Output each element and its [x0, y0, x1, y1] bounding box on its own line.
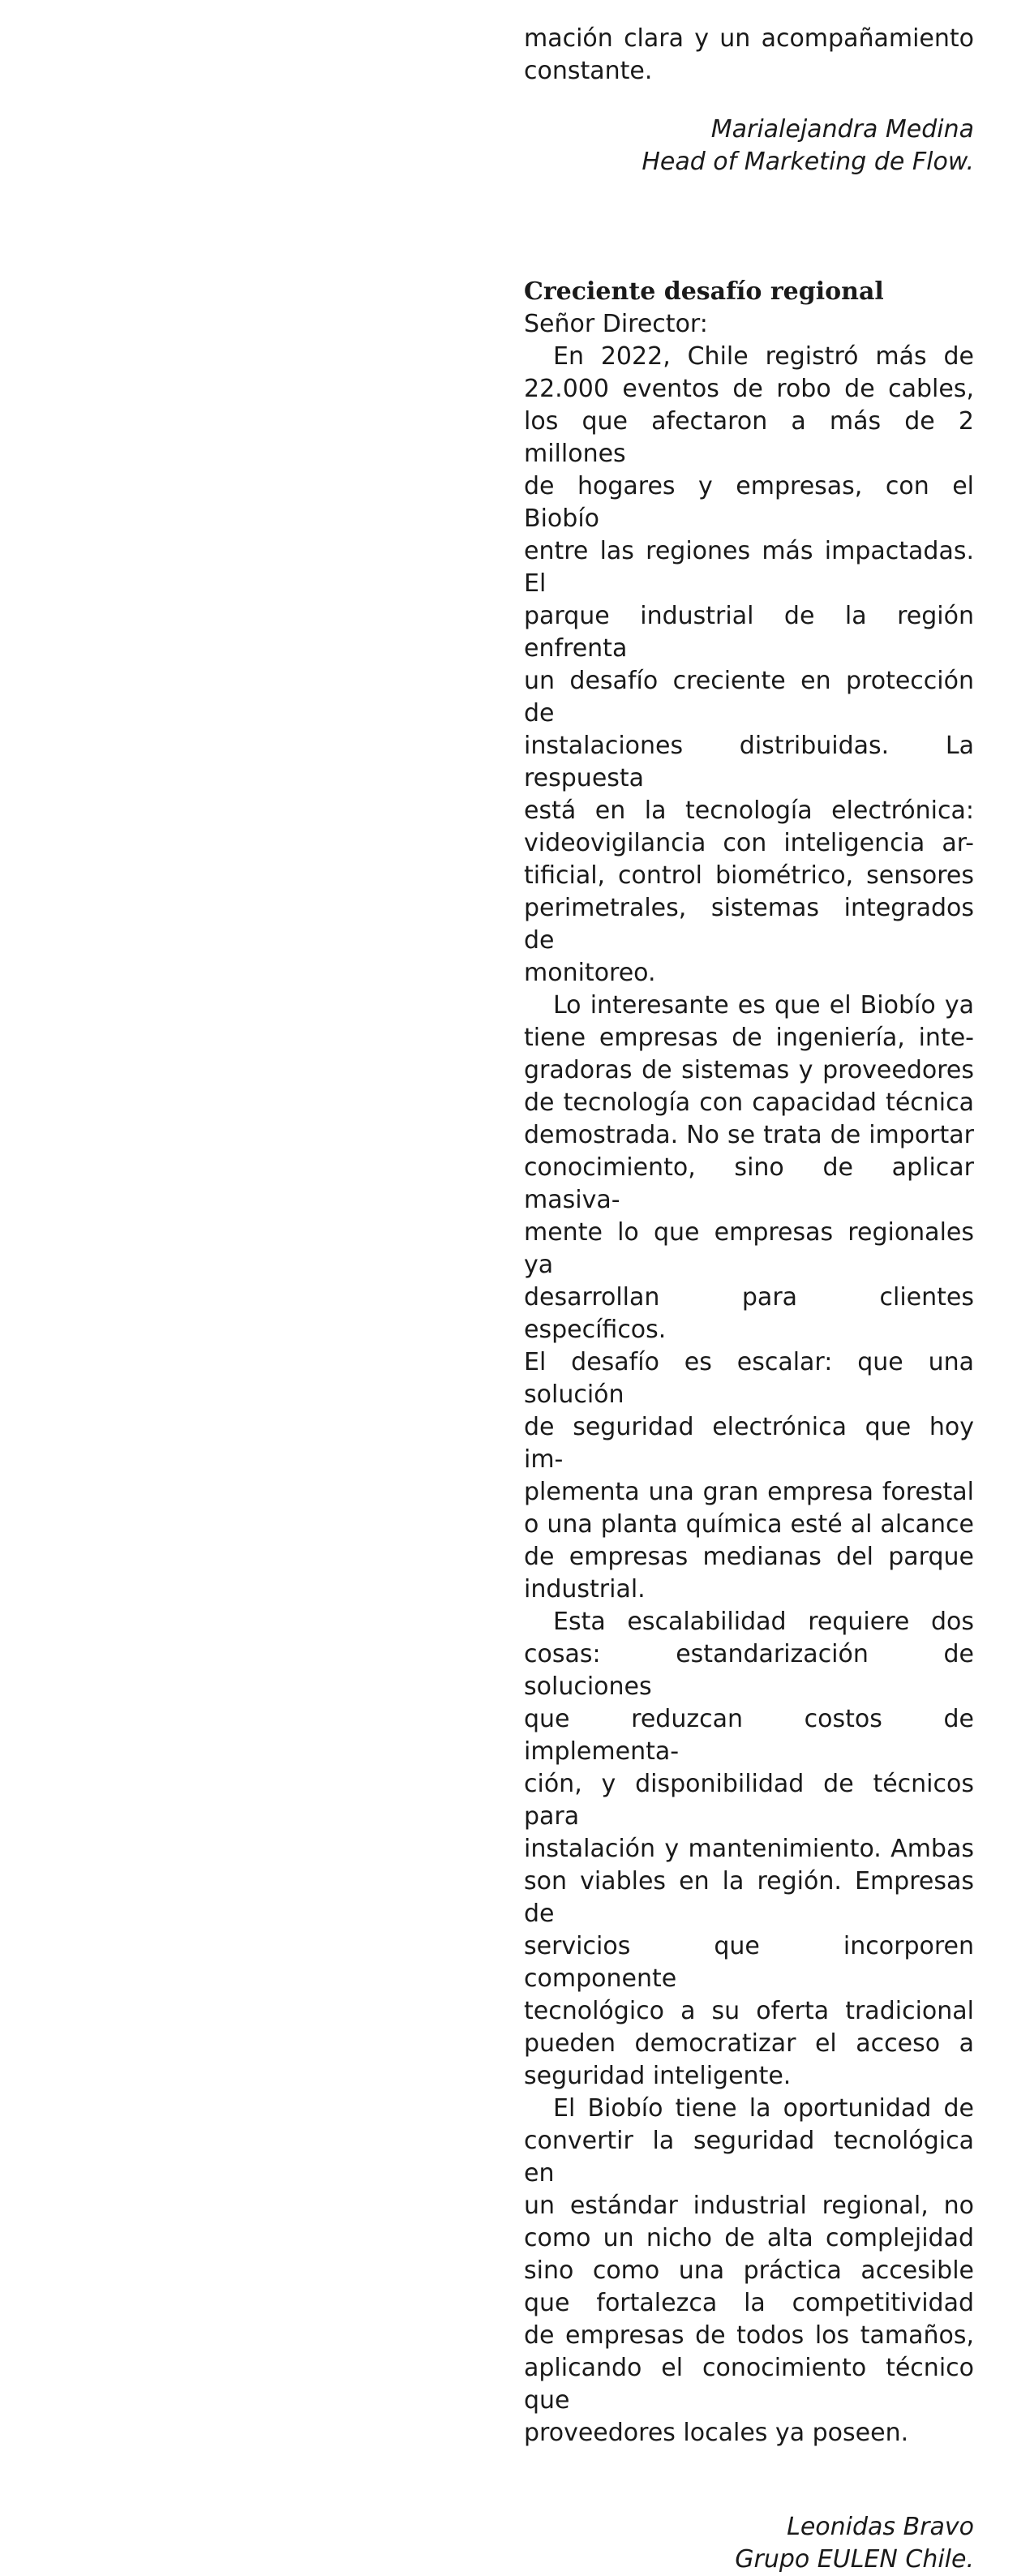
letter-signature: [524, 2511, 974, 2576]
letter: [524, 276, 974, 2576]
text-line: perimetrales, sistemas integrados de: [524, 894, 974, 955]
text-line: seguridad inteligente.: [524, 2062, 792, 2090]
text-line: de empresas medianas del parque: [524, 1543, 974, 1571]
signature-name: Leonidas Bravo: [787, 2513, 974, 2541]
paragraph: [524, 1606, 974, 2093]
text-line: ción, y disponibilidad de técnicos para: [524, 1770, 974, 1831]
text-line: un desafío creciente en protección de: [524, 667, 974, 728]
text-line: mación clara y un acompañamiento: [524, 24, 974, 53]
text-line: son viables en la región. Empresas de: [524, 1867, 974, 1928]
text-line: Lo interesante es que el Biobío ya: [553, 991, 974, 1020]
letter-headline: Creciente desafío regional: [524, 277, 884, 306]
text-line: parque industrial de la región enfrenta: [524, 602, 974, 663]
text-line: pueden democratizar el acceso a: [524, 2029, 974, 2058]
text-line: videovigilancia con inteligencia ar-: [524, 829, 974, 857]
text-line: aplicando el conocimiento técnico que: [524, 2354, 974, 2415]
letter-body: [524, 341, 974, 2449]
text-line: que fortalezca la competitividad: [524, 2289, 974, 2317]
text-line: sino como una práctica accesible: [524, 2256, 974, 2285]
previous-letter-ending: [524, 23, 974, 88]
text-line: constante.: [524, 57, 653, 85]
text-line: de seguridad electrónica que hoy im-: [524, 1413, 974, 1474]
text-line: mente lo que empresas regionales ya: [524, 1218, 974, 1279]
text-line: gradoras de sistemas y proveedores: [524, 1056, 974, 1084]
paragraph: [524, 341, 974, 990]
letters-column: [524, 23, 974, 2576]
text-line: que reduzcan costos de implementa-: [524, 1705, 974, 1766]
text-line: monitoreo.: [524, 959, 656, 987]
text-line: de empresas de todos los tamaños,: [524, 2321, 974, 2350]
paragraph: [524, 990, 974, 1606]
text-line: En 2022, Chile registró más de: [553, 342, 974, 371]
text-line: entre las regiones más impactadas. El: [524, 537, 974, 598]
text-line: instalación y mantenimiento. Ambas: [524, 1835, 974, 1863]
text-line: convertir la seguridad tecnológica en: [524, 2127, 974, 2187]
text-line: desarrollan para clientes específicos.: [524, 1283, 974, 1344]
text-line: Esta escalabilidad requiere dos: [553, 1608, 974, 1636]
text-line: plementa una gran empresa forestal: [524, 1478, 974, 1506]
signature-title: Head of Marketing de Flow.: [642, 148, 974, 176]
text-line: instalaciones distribuidas. La respuesta: [524, 732, 974, 792]
text-line: de tecnología con capacidad técnica: [524, 1088, 974, 1117]
text-line: El desafío es escalar: que una solución: [524, 1348, 974, 1409]
text-line: proveedores locales ya poseen.: [524, 2419, 909, 2447]
text-line: un estándar industrial regional, no: [524, 2192, 974, 2220]
text-line: como un nicho de alta complejidad: [524, 2224, 974, 2252]
text-line: demostrada. No se trata de importar: [524, 1121, 974, 1149]
text-line: está en la tecnología electrónica:: [524, 796, 974, 825]
signature-name: Marialejandra Medina: [710, 115, 974, 144]
text-line: servicios que incorporen componente: [524, 1932, 974, 1993]
text-line: tiene empresas de ingeniería, inte-: [524, 1024, 974, 1052]
text-line: o una planta química esté al alcance: [524, 1510, 974, 1539]
text-line: conocimiento, sino de aplicar masiva-: [524, 1153, 974, 1214]
text-line: tecnológico a su oferta tradicional: [524, 1997, 974, 2025]
text-line: 22.000 eventos de robo de cables,: [524, 375, 974, 403]
text-line: industrial.: [524, 1575, 646, 1604]
previous-letter-signature: [524, 114, 974, 178]
text-line: de hogares y empresas, con el Biobío: [524, 472, 974, 533]
text-line: tificial, control biométrico, sensores: [524, 861, 974, 890]
text-line: El Biobío tiene la oportunidad de: [553, 2094, 974, 2123]
signature-title: Grupo EULEN Chile.: [735, 2545, 974, 2574]
text-line: los que afectaron a más de 2 millones: [524, 407, 974, 468]
text-line: cosas: estandarización de soluciones: [524, 1640, 974, 1701]
paragraph: [524, 2093, 974, 2449]
letter-salutation: Señor Director:: [524, 310, 708, 338]
